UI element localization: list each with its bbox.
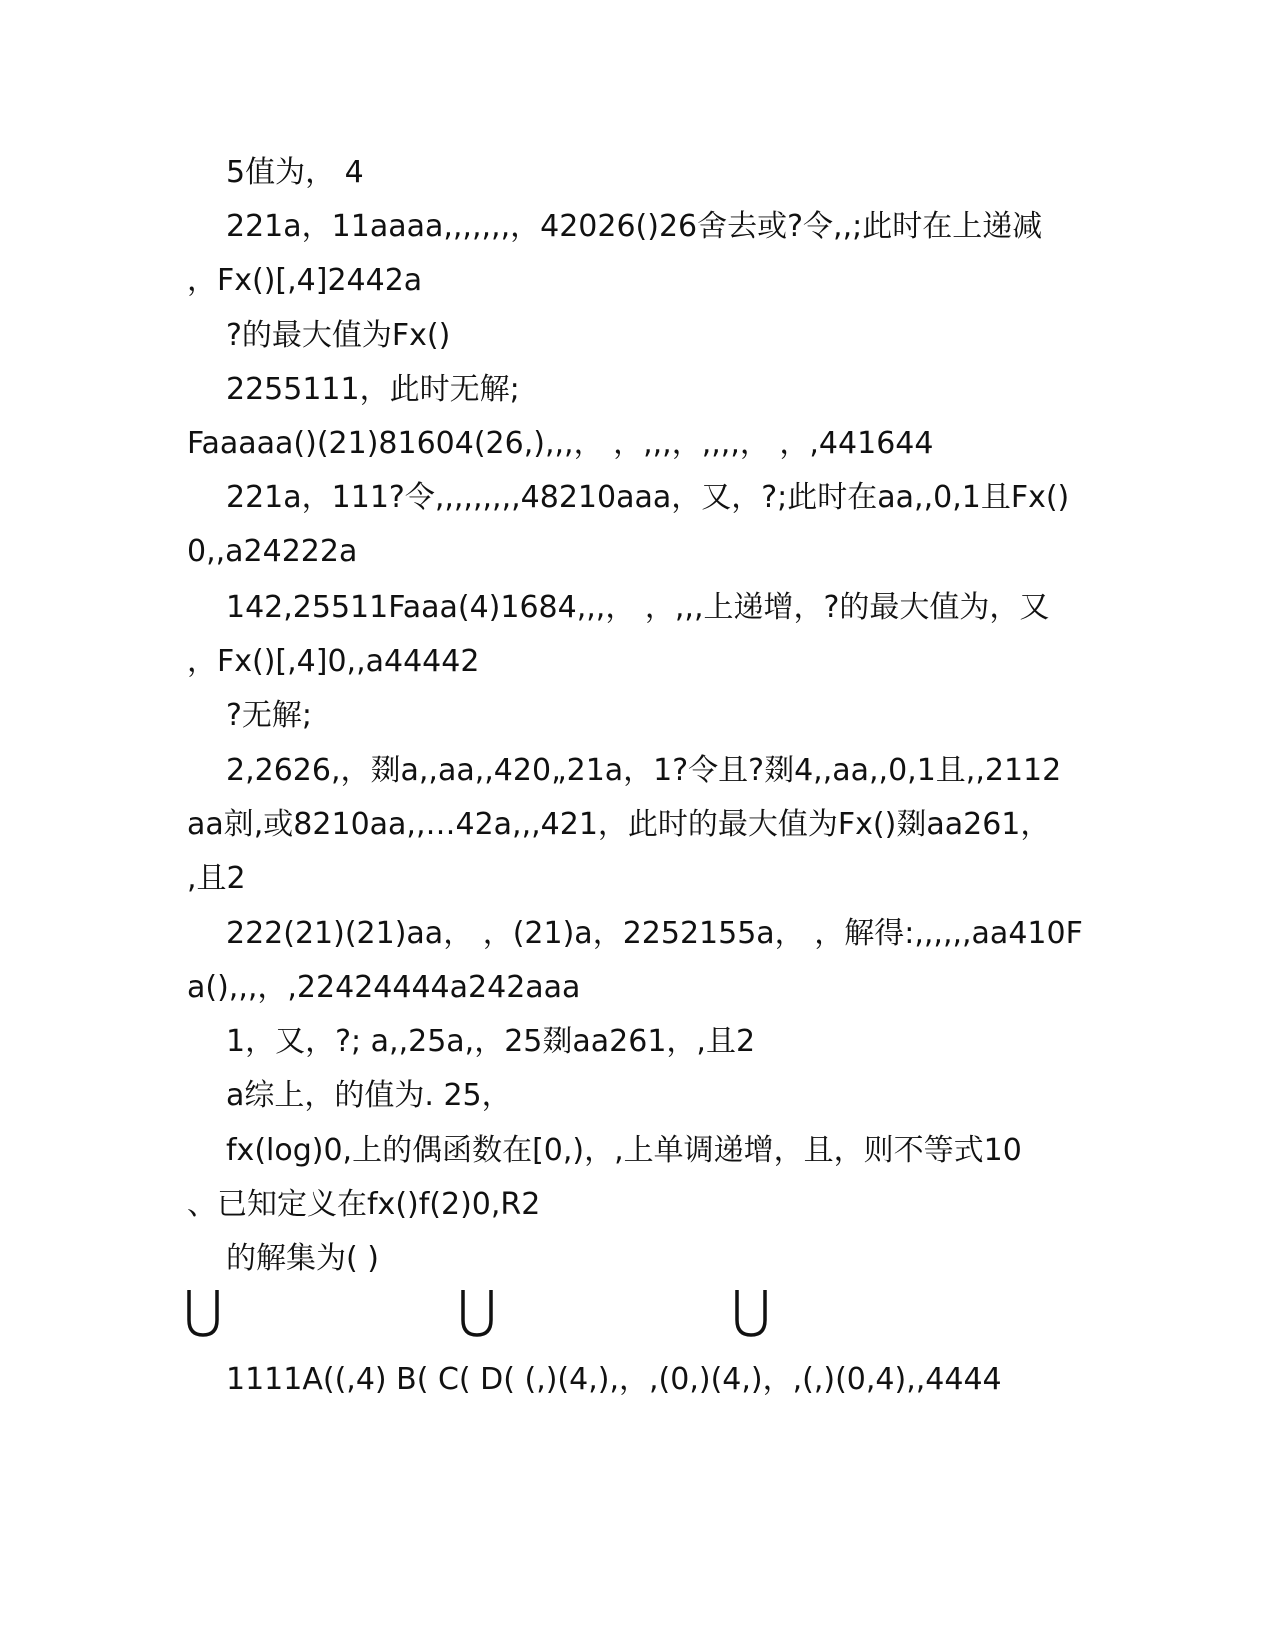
text-line-9: 142,25511Faaa(4)1684,,,， ，,,,上递增，?的最大值为，又 — [226, 590, 1050, 625]
text-line-11: ?无解; — [226, 698, 313, 733]
text-line-4: ?的最大值为Fx() — [226, 318, 451, 353]
text-line-13: aa剠,或8210aa,,…42a,,,421，此时的最大值为Fx()剟aa261， — [187, 807, 1051, 842]
text-line-17: 1，又，?; a,,25a,，25剟aa261，,且2 — [226, 1024, 756, 1059]
text-line-20: 、已知定义在fx()f(2)0,R2 — [187, 1187, 541, 1222]
text-line-5: 2255111，此时无解; — [226, 372, 520, 407]
text-line-10: ，Fx()[,4]0,,a44442 — [187, 644, 480, 679]
union-symbol-icon — [734, 1288, 768, 1338]
text-line-18: a综上，的值为. 25， — [226, 1078, 512, 1113]
text-line-2: 221a，11aaaa,,,,,,,，42026()26舍去或?令,,;此时在上递减 — [226, 209, 1043, 244]
text-line-8: 0,,a24222a — [187, 534, 358, 569]
union-symbol-icon — [186, 1288, 220, 1338]
text-line-3: ，Fx()[,4]2442a — [187, 263, 423, 298]
text-line-1: 5值为， 4 — [226, 155, 364, 190]
text-line-12: 2,2626,，剟a,,aa,,420„21a，1?令且?剟4,,aa,,0,1且,,2112 — [226, 753, 1062, 788]
text-line-15: 222(21)(21)aa， ，(21)a，2252155a， ，解得:,,,,,,aa410F — [226, 916, 1083, 951]
text-line-6: Faaaaa()(21)81604(26,),,,， ，,,,，,,,,， ，,441644 — [187, 426, 934, 461]
text-line-16: a(),,,，,22424444a242aaa — [187, 970, 581, 1005]
union-symbol-icon — [460, 1288, 494, 1338]
text-line-19: fx(log)0,上的偶函数在[0,)，,上单调递增，且，则不等式10 — [226, 1133, 1022, 1168]
text-line-7: 221a，111?令,,,,,,,,,48210aaa，又，?;此时在aa,,0,1且Fx() — [226, 480, 1070, 515]
text-line-21: 的解集为( ) — [226, 1241, 379, 1276]
text-line-14: ,且2 — [187, 861, 246, 896]
answer-options-line: 1111A((,4) B( C( D( (,)(4,),，,(0,)(4,)，,(,)(0,4),,4444 — [226, 1362, 1002, 1397]
